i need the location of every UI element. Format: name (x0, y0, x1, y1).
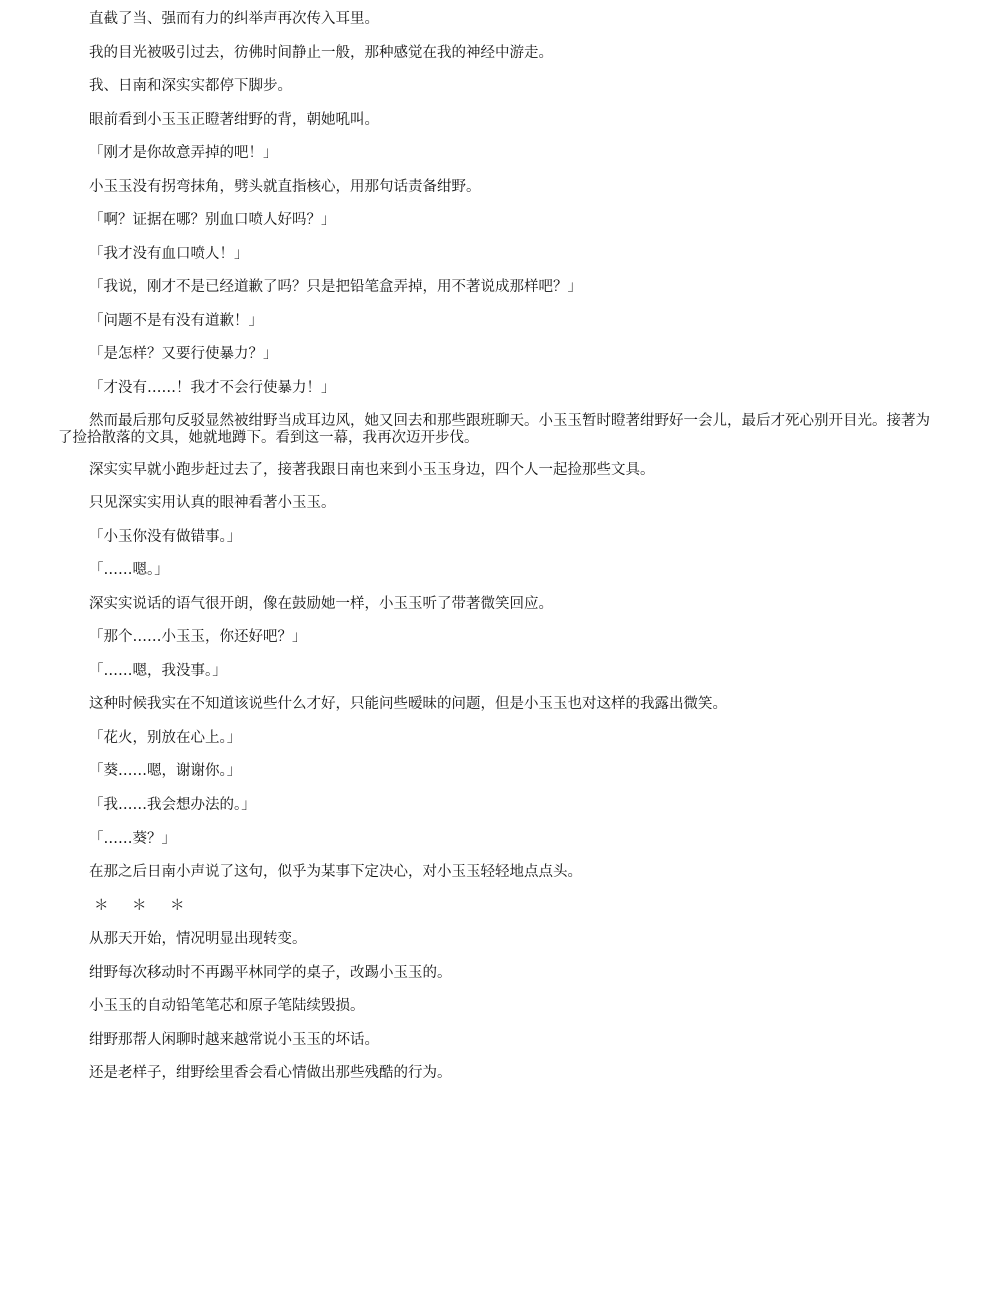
dialogue-line: 「……嗯，我没事。」 (89, 662, 227, 679)
dialogue-line: 「葵……嗯，谢谢你。」 (89, 763, 242, 780)
dialogue-line: 「……嗯。」 (89, 562, 169, 579)
paragraph: 然而最后那句反驳显然被绀野当成耳边风，她又回去和那些跟班聊天。小玉玉暂时瞪著绀野好一会儿，最后才死心别开目光。接著为了捡拾散落的文具，她就地蹲下。看到这一幕，我再次迈开步伐。 (58, 412, 930, 446)
paragraph: 小玉玉的自动铅笔笔芯和原子笔陆续毁损。 (89, 998, 365, 1015)
asterisk: ＊ (170, 897, 185, 914)
paragraph: 深实实说话的语气很开朗，像在鼓励她一样，小玉玉听了带著微笑回应。 (89, 595, 553, 612)
paragraph: 我的目光被吸引过去，彷佛时间静止一般，那种感觉在我的神经中游走。 (89, 44, 553, 61)
paragraph: 还是老样子，绀野绘里香会看心情做出那些残酷的行为。 (89, 1065, 452, 1082)
paragraph: 在那之后日南小声说了这句，似乎为某事下定决心，对小玉玉轻轻地点点头。 (89, 864, 582, 881)
paragraph: 直截了当、强而有力的纠举声再次传入耳里。 (89, 11, 379, 27)
dialogue-line: 「我说，刚才不是已经道歉了吗？只是把铅笔盒弄掉，用不著说成那样吧？」 (89, 279, 582, 296)
paragraph: 深实实早就小跑步赶过去了，接著我跟日南也来到小玉玉身边，四个人一起捡那些文具。 (89, 461, 655, 478)
dialogue-line: 「啊？证据在哪？别血口喷人好吗？」 (89, 212, 336, 229)
paragraph: 这种时候我实在不知道该说些什么才好，只能问些暧昧的问题，但是小玉玉也对这样的我露出微笑。 (89, 696, 727, 713)
dialogue-line: 「花火，别放在心上。」 (89, 729, 242, 746)
paragraph: 眼前看到小玉玉正瞪著绀野的背，朝她吼叫。 (89, 111, 379, 128)
scene-break (58, 897, 942, 917)
dialogue-line: 「是怎样？又要行使暴力？」 (89, 346, 278, 363)
paragraph: 绀野每次移动时不再踢平林同学的桌子，改踢小玉玉的。 (89, 964, 452, 981)
paragraph: 绀野那帮人闲聊时越来越常说小玉玉的坏话。 (89, 1031, 379, 1048)
dialogue-line: 「才没有……！我才不会行使暴力！」 (89, 380, 336, 397)
paragraph: 小玉玉没有拐弯抹角，劈头就直指核心，用那句话责备绀野。 (89, 178, 481, 195)
dialogue-line: 「刚才是你故意弄掉的吧！」 (89, 145, 278, 162)
asterisk: ＊ (132, 897, 147, 914)
asterisk: ＊ (94, 897, 109, 914)
paragraph: 从那天开始，情况明显出现转变。 (89, 931, 307, 948)
dialogue-line: 「……葵？」 (89, 830, 176, 847)
paragraph: 我、日南和深实实都停下脚步。 (89, 78, 292, 95)
dialogue-line: 「我才没有血口喷人！」 (89, 245, 249, 262)
paragraph: 只见深实实用认真的眼神看著小玉玉。 (89, 495, 336, 512)
dialogue-line: 「那个……小玉玉，你还好吧？」 (89, 629, 307, 646)
dialogue-line: 「小玉你没有做错事。」 (89, 528, 242, 545)
dialogue-line: 「我……我会想办法的。」 (89, 797, 256, 814)
dialogue-line: 「问题不是有没有道歉！」 (89, 312, 263, 329)
